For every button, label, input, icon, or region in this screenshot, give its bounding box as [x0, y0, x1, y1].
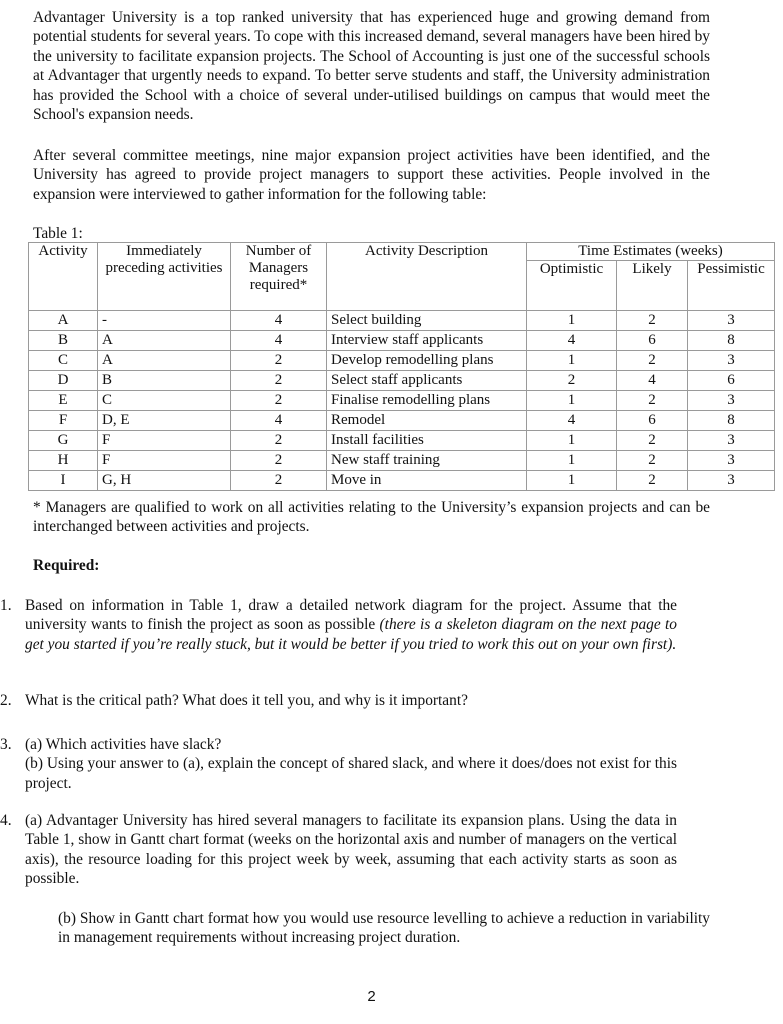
cell-activity: C: [29, 351, 98, 371]
cell-optimistic: 2: [527, 371, 617, 391]
intro-paragraph-2: After several committee meetings, nine major expansion project activities have been identified, and the University has agreed to provide project managers to support these activities. People involved in the expansion were interviewed to gather information for the following table:: [33, 147, 710, 203]
cell-description: Remodel: [327, 411, 527, 431]
header-time-estimates: Time Estimates (weeks): [527, 243, 775, 261]
page-number: 2: [367, 988, 376, 1005]
cell-pessimistic: 3: [688, 431, 775, 451]
cell-likely: 2: [617, 311, 688, 331]
table-row: [29, 311, 775, 331]
table-row: [29, 331, 775, 351]
header-likely: Likely: [617, 261, 688, 311]
cell-likely: 2: [617, 351, 688, 371]
cell-managers: 4: [231, 331, 327, 351]
question-2-text: What is the critical path? What does it tell you, and why is it important?: [25, 692, 468, 709]
cell-pessimistic: 3: [688, 311, 775, 331]
cell-likely: 2: [617, 451, 688, 471]
header-managers: Number of Managers required*: [231, 243, 327, 311]
table-caption: Table 1:: [33, 225, 83, 242]
cell-activity: F: [29, 411, 98, 431]
question-number: 3.: [0, 736, 12, 753]
cell-managers: 2: [231, 371, 327, 391]
cell-managers: 2: [231, 471, 327, 491]
cell-preceding: C: [98, 391, 231, 411]
question-number: 2.: [0, 692, 12, 709]
cell-description: Select staff applicants: [327, 371, 527, 391]
cell-optimistic: 1: [527, 451, 617, 471]
cell-likely: 2: [617, 431, 688, 451]
intro-paragraph-1: Advantager University is a top ranked university that has experienced huge and growing demand from potential students for several years. To cope with this increased demand, several managers have been hired by the university to facilitate expansion projects. The School of Accounting is just one of the successful schools at Advantager that urgently needs to expand. To better serve students and staff, the University administration has provided the School with a choice of several under-utilised buildings on campus that would meet the School's expansion needs.: [33, 9, 710, 124]
question-4: [0, 811, 677, 889]
question-3: [0, 735, 677, 793]
question-3-body: [25, 735, 677, 793]
activity-table: [28, 242, 775, 491]
cell-pessimistic: 3: [688, 351, 775, 371]
cell-activity: B: [29, 331, 98, 351]
cell-description: Select building: [327, 311, 527, 331]
cell-description: Install facilities: [327, 431, 527, 451]
cell-likely: 2: [617, 391, 688, 411]
cell-managers: 4: [231, 311, 327, 331]
table-row: [29, 371, 775, 391]
cell-pessimistic: 8: [688, 411, 775, 431]
question-2: [0, 691, 677, 710]
cell-activity: I: [29, 471, 98, 491]
required-heading: Required:: [33, 557, 100, 574]
cell-preceding: B: [98, 371, 231, 391]
question-3a: (a) Which activities have slack?: [25, 736, 222, 753]
managers-footnote: * Managers are qualified to work on all activities relating to the University’s expansion projects and can be interchanged between activities and projects.: [33, 499, 710, 536]
cell-preceding: A: [98, 331, 231, 351]
cell-pessimistic: 8: [688, 331, 775, 351]
cell-description: Interview staff applicants: [327, 331, 527, 351]
cell-activity: G: [29, 431, 98, 451]
cell-activity: E: [29, 391, 98, 411]
cell-managers: 4: [231, 411, 327, 431]
cell-activity: D: [29, 371, 98, 391]
header-optimistic: Optimistic: [527, 261, 617, 311]
cell-preceding: F: [98, 431, 231, 451]
cell-managers: 2: [231, 451, 327, 471]
cell-preceding: F: [98, 451, 231, 471]
header-description: Activity Description: [327, 243, 527, 311]
question-1-italic-note: (there is a skeleton diagram on the next page to get you started if you’re really stuck, but it would be better if you tried to work this out on your own first).: [25, 616, 677, 653]
cell-optimistic: 1: [527, 471, 617, 491]
table-row: [29, 391, 775, 411]
question-1: [0, 596, 677, 654]
cell-pessimistic: 3: [688, 391, 775, 411]
cell-optimistic: 1: [527, 311, 617, 331]
cell-pessimistic: 3: [688, 471, 775, 491]
cell-likely: 4: [617, 371, 688, 391]
table-row: [29, 351, 775, 371]
cell-optimistic: 1: [527, 391, 617, 411]
question-4b: (b) Show in Gantt chart format how you would use resource levelling to achieve a reduction in variability in management requirements without increasing project duration.: [58, 910, 710, 947]
cell-managers: 2: [231, 351, 327, 371]
cell-likely: 6: [617, 411, 688, 431]
cell-managers: 2: [231, 391, 327, 411]
header-preceding: Immediately preceding activities: [98, 243, 231, 311]
question-text: [25, 596, 677, 654]
cell-pessimistic: 6: [688, 371, 775, 391]
cell-description: New staff training: [327, 451, 527, 471]
cell-activity: A: [29, 311, 98, 331]
table-row: [29, 411, 775, 431]
cell-optimistic: 4: [527, 411, 617, 431]
cell-description: Develop remodelling plans: [327, 351, 527, 371]
cell-optimistic: 4: [527, 331, 617, 351]
header-pessimistic: Pessimistic: [688, 261, 775, 311]
header-activity: Activity: [29, 243, 98, 311]
cell-activity: H: [29, 451, 98, 471]
cell-preceding: A: [98, 351, 231, 371]
cell-description: Move in: [327, 471, 527, 491]
cell-managers: 2: [231, 431, 327, 451]
cell-likely: 2: [617, 471, 688, 491]
question-number: 1.: [0, 597, 12, 614]
question-1-text: Based on information in Table 1, draw a detailed network diagram for the project. Assume that the university wants to finish the project as soon as possible: [25, 597, 677, 634]
table-row: [29, 431, 775, 451]
question-number: 4.: [0, 812, 12, 829]
cell-preceding: -: [98, 311, 231, 331]
cell-preceding: D, E: [98, 411, 231, 431]
question-3b: (b) Using your answer to (a), explain the concept of shared slack, and where it does/does not exist for this project.: [25, 755, 677, 792]
question-4a: (a) Advantager University has hired several managers to facilitate its expansion plans. Using the data in Table 1, show in Gantt chart format (weeks on the horizontal axis and number of managers on the vertical axis), the resource loading for this project week by week, assuming that each activity starts as soon as possible.: [25, 812, 677, 888]
table-row: [29, 471, 775, 491]
cell-pessimistic: 3: [688, 451, 775, 471]
cell-optimistic: 1: [527, 351, 617, 371]
table-row: [29, 451, 775, 471]
cell-description: Finalise remodelling plans: [327, 391, 527, 411]
cell-preceding: G, H: [98, 471, 231, 491]
cell-likely: 6: [617, 331, 688, 351]
cell-optimistic: 1: [527, 431, 617, 451]
